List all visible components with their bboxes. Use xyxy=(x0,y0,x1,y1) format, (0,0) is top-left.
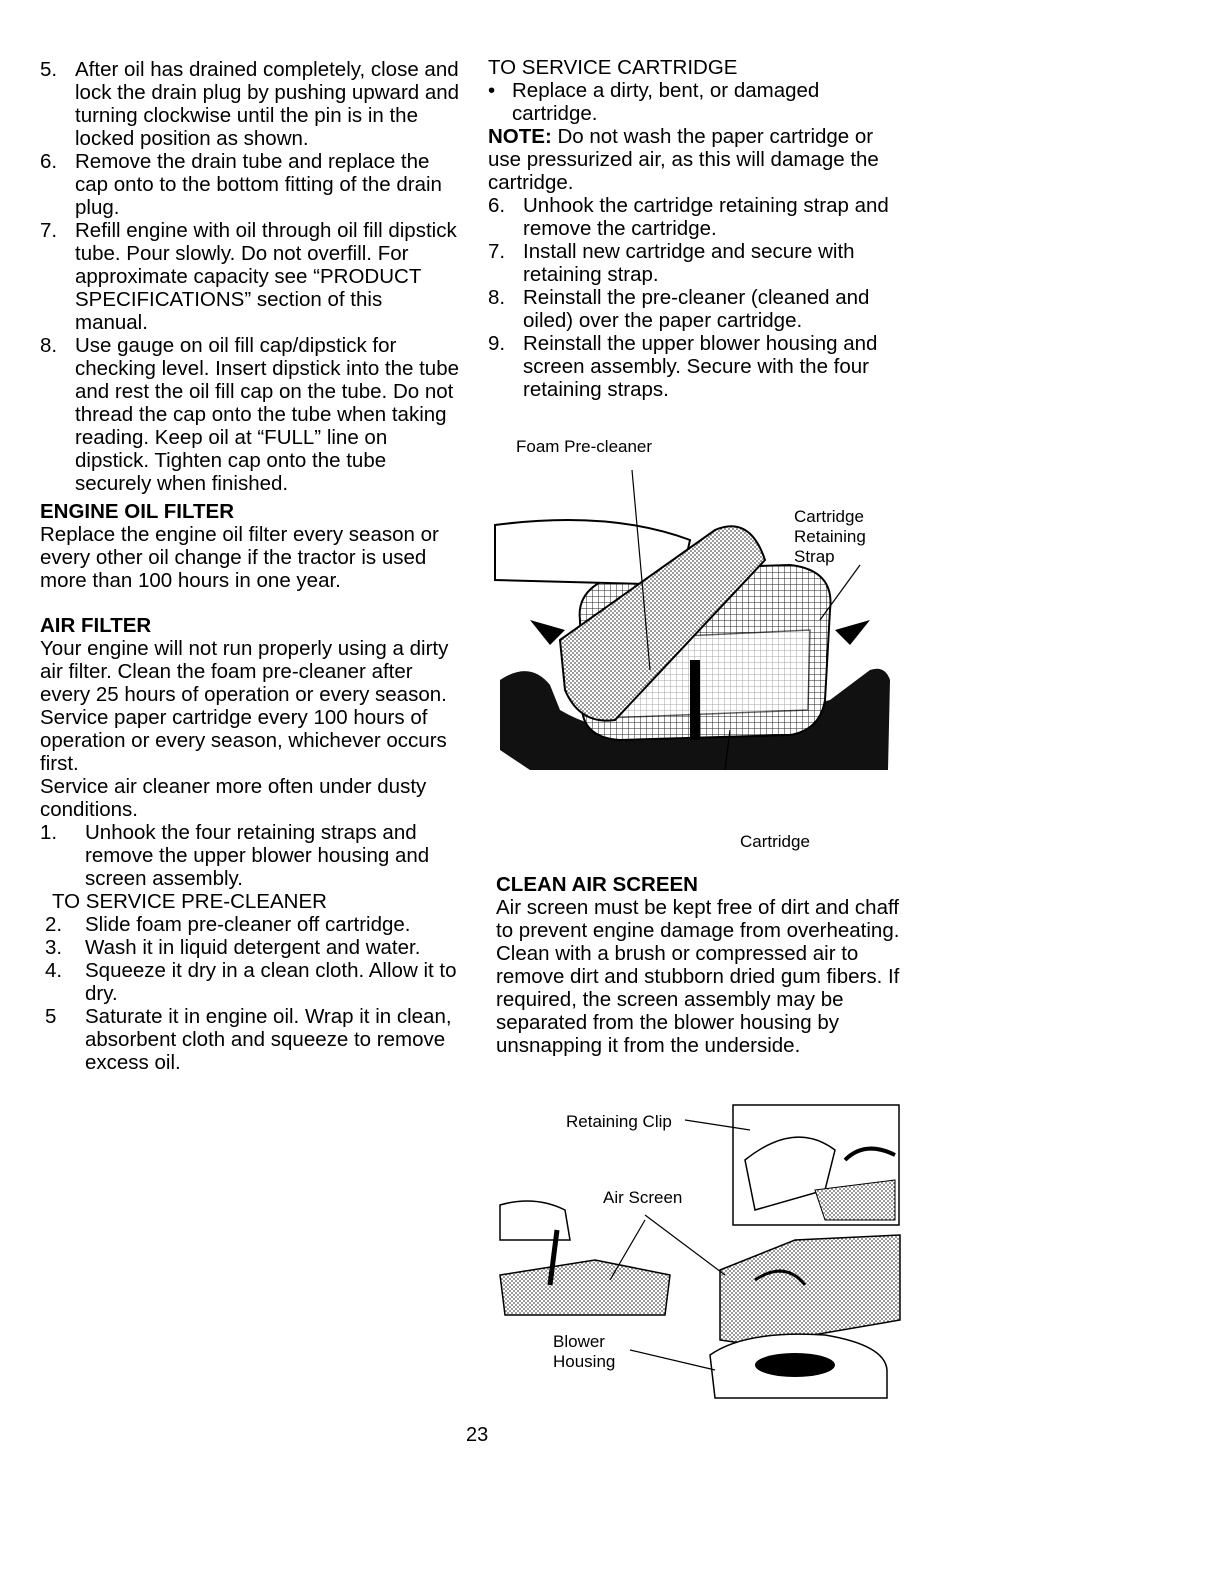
air-screen-text: Air screen must be kept free of dirt and chaff to prevent engine damage from overheating. Clean with a brush or compressed air to remove dirt and stubborn dried gum fibers. If required, the screen assembly may be separated from the blower housing by unsnapping it from the underside. xyxy=(496,896,900,1057)
cartridge-heading: TO SERVICE CARTRIDGE xyxy=(488,56,738,79)
label-blower-line-1: Blower xyxy=(553,1332,605,1351)
list-item: 8. Reinstall the pre-cleaner (cleaned and oiled) over the paper cartridge. xyxy=(488,286,870,332)
air-filter-heading: AIR FILTER xyxy=(40,614,152,637)
clean-air-screen-section xyxy=(496,873,916,1057)
list-item: 7. Refill engine with oil through oil fill dipstick tube. Pour slowly. Do not overfill. For approximate capacity see “PRODUCT SPECIFICATIONS” section of this manual. xyxy=(40,219,457,334)
list-item: 6. Remove the drain tube and replace the cap onto to the bottom fitting of the drain plug. xyxy=(40,150,442,219)
oil-filter-text: Replace the engine oil filter every season or every other oil change if the tractor is used more than 100 hours in one year. xyxy=(40,523,439,592)
note: NOTE: Do not wash the paper cartridge or use pressurized air, as this will damage the cartridge. xyxy=(488,125,879,194)
label-cartridge: Cartridge xyxy=(740,832,810,851)
label-foam-precleaner: Foam Pre-cleaner xyxy=(516,437,653,456)
label-strap-line-2: Retaining xyxy=(794,527,866,546)
air-filter-text-2: Service air cleaner more often under dusty conditions. xyxy=(40,775,427,821)
list-item: 8. Use gauge on oil fill cap/dipstick for checking level. Insert dipstick into the tube and rest the oil fill cap on the tube. Do not thread the cap onto the tube when taking reading. Keep oil at “FULL” line on dipstick. Tighten cap onto the tube securely when finished. xyxy=(40,334,460,495)
list-item: 3. Wash it in liquid detergent and water. xyxy=(45,936,421,959)
page-number: 23 xyxy=(466,1424,489,1446)
list-item: 2. Slide foam pre-cleaner off cartridge. xyxy=(45,913,411,936)
bullet-icon: • xyxy=(488,79,496,102)
list-item: 4. Squeeze it dry in a clean cloth. Allow it to dry. xyxy=(45,959,457,1005)
precleaner-steps xyxy=(40,913,460,1074)
bullet-item: • Replace a dirty, bent, or damaged cartridge. xyxy=(488,79,820,125)
air-screen-heading: CLEAN AIR SCREEN xyxy=(496,873,698,896)
precleaner-heading: TO SERVICE PRE-CLEANER xyxy=(52,890,327,913)
list-item: 5 Saturate it in engine oil. Wrap it in clean, absorbent cloth and squeeze to remove excess oil. xyxy=(45,1005,452,1074)
label-retaining-clip: Retaining Clip xyxy=(566,1112,672,1131)
air-filter-text: Your engine will not run properly using a dirty air filter. Clean the foam pre-cleaner after every 25 hours of operation or every season. Service paper cartridge every 100 hours of operation or every season, whichever occurs first. xyxy=(40,637,449,775)
label-strap-line-3: Strap xyxy=(794,547,835,566)
oil-filter-heading: ENGINE OIL FILTER xyxy=(40,500,234,523)
list-item: 6. Unhook the cartridge retaining strap and remove the cartridge. xyxy=(488,194,889,240)
list-item: 5. After oil has drained completely, close and lock the drain plug by pushing upward and turning clockwise until the pin is in the locked position as shown. xyxy=(40,58,460,150)
label-air-screen: Air Screen xyxy=(603,1188,683,1207)
left-column xyxy=(40,58,460,1074)
list-item: 7. Install new cartridge and secure with retaining strap. xyxy=(488,240,855,286)
list-item: 9. Reinstall the upper blower housing and screen assembly. Secure with the four retaining straps. xyxy=(488,332,878,401)
list-item: 1. Unhook the four retaining straps and remove the upper blower housing and screen assembly. xyxy=(40,821,430,890)
right-column xyxy=(488,56,908,401)
label-strap-line-1: Cartridge xyxy=(794,507,864,526)
label-blower-line-2: Housing xyxy=(553,1352,616,1371)
oil-change-steps xyxy=(40,58,460,495)
